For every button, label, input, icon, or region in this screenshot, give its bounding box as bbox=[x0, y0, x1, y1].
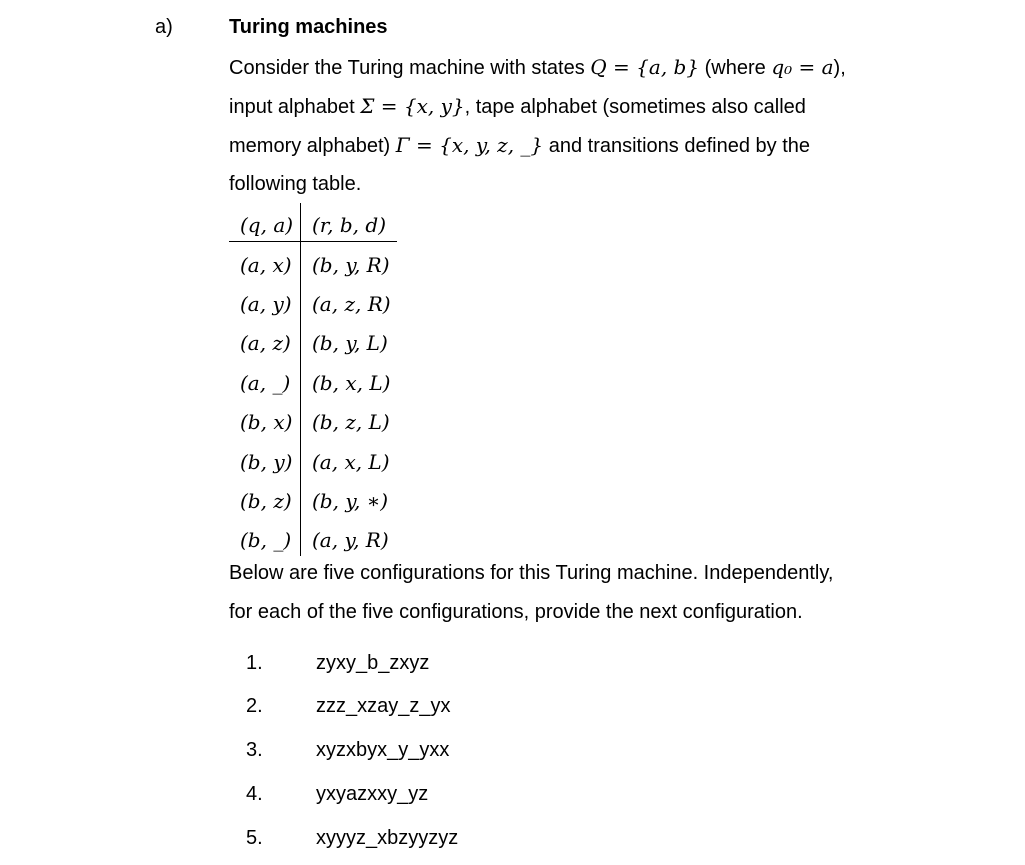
table-cell: (b, y, L) bbox=[312, 331, 388, 355]
table-cell: (b, x, L) bbox=[312, 371, 391, 395]
table-row bbox=[229, 369, 397, 397]
table-cell: (b, y, ∗) bbox=[312, 489, 389, 513]
configuration-item bbox=[0, 826, 1025, 850]
table-row bbox=[229, 290, 397, 318]
table-cell: (a, x, L) bbox=[312, 450, 390, 474]
table-cell: (b, z) bbox=[240, 489, 292, 513]
intro-line-1 bbox=[229, 55, 846, 80]
configuration-number: 1. bbox=[246, 652, 263, 674]
configuration-item bbox=[0, 651, 1025, 675]
table-cell: (b, _) bbox=[240, 528, 292, 552]
table-header-row bbox=[229, 211, 397, 239]
table-cell: (b, y) bbox=[240, 450, 293, 474]
transition-table bbox=[229, 203, 397, 559]
instructions-line-2: for each of the five configurations, provide the next configuration. bbox=[229, 601, 803, 623]
instructions-line-1: Below are five configurations for this Turing machine. Independently, bbox=[229, 562, 834, 584]
table-row bbox=[229, 487, 397, 515]
input-alphabet-math: Σ = {x, y} bbox=[360, 94, 465, 118]
table-row bbox=[229, 408, 397, 436]
configuration-item bbox=[0, 738, 1025, 762]
table-row bbox=[229, 448, 397, 476]
configuration-number: 3. bbox=[246, 739, 263, 761]
configuration-value: zyxy_b_zxyz bbox=[316, 652, 430, 674]
intro-text: (where bbox=[699, 57, 772, 79]
configuration-number: 2. bbox=[246, 695, 263, 717]
table-cell: (b, z, L) bbox=[312, 410, 390, 434]
configuration-value: xyyyz_xbzyyzyz bbox=[316, 827, 459, 849]
table-header-cell: (q, a) bbox=[240, 213, 294, 237]
intro-text: ), bbox=[833, 57, 846, 79]
intro-text: memory alphabet) bbox=[229, 135, 396, 157]
configuration-value: zzz_xzay_z_yx bbox=[316, 695, 451, 717]
table-header-rule bbox=[229, 241, 397, 242]
table-row bbox=[229, 251, 397, 279]
table-cell: (a, y, R) bbox=[312, 528, 389, 552]
table-header-cell: (r, b, d) bbox=[312, 213, 387, 237]
table-cell: (b, x) bbox=[240, 410, 293, 434]
table-row bbox=[229, 526, 397, 554]
intro-text: and transitions defined by the bbox=[543, 135, 811, 157]
table-row bbox=[229, 329, 397, 357]
states-math: Q = {a, b} bbox=[590, 55, 700, 79]
section-title: Turing machines bbox=[229, 16, 388, 38]
intro-text: , tape alphabet (sometimes also called bbox=[464, 96, 806, 118]
section-label: a) bbox=[155, 16, 173, 38]
configuration-number: 5. bbox=[246, 827, 263, 849]
intro-line-3 bbox=[229, 133, 810, 158]
intro-text: Consider the Turing machine with states bbox=[229, 57, 591, 79]
table-cell: (a, _) bbox=[240, 371, 291, 395]
intro-line-2 bbox=[229, 94, 806, 119]
configuration-item bbox=[0, 782, 1025, 806]
configuration-number: 4. bbox=[246, 783, 263, 805]
intro-line-4: following table. bbox=[229, 173, 362, 195]
configuration-item bbox=[0, 694, 1025, 718]
tape-alphabet-math: Γ = {x, y, z, _} bbox=[395, 133, 544, 157]
table-cell: (a, z, R) bbox=[312, 292, 391, 316]
configuration-value: yxyazxxy_yz bbox=[316, 783, 429, 805]
initial-state-math: q₀ = a bbox=[771, 55, 834, 79]
table-cell: (b, y, R) bbox=[312, 253, 390, 277]
table-cell: (a, y) bbox=[240, 292, 292, 316]
intro-text: input alphabet bbox=[229, 96, 361, 118]
table-cell: (a, x) bbox=[240, 253, 292, 277]
table-cell: (a, z) bbox=[240, 331, 291, 355]
configuration-value: xyzxbyx_y_yxx bbox=[316, 739, 450, 761]
